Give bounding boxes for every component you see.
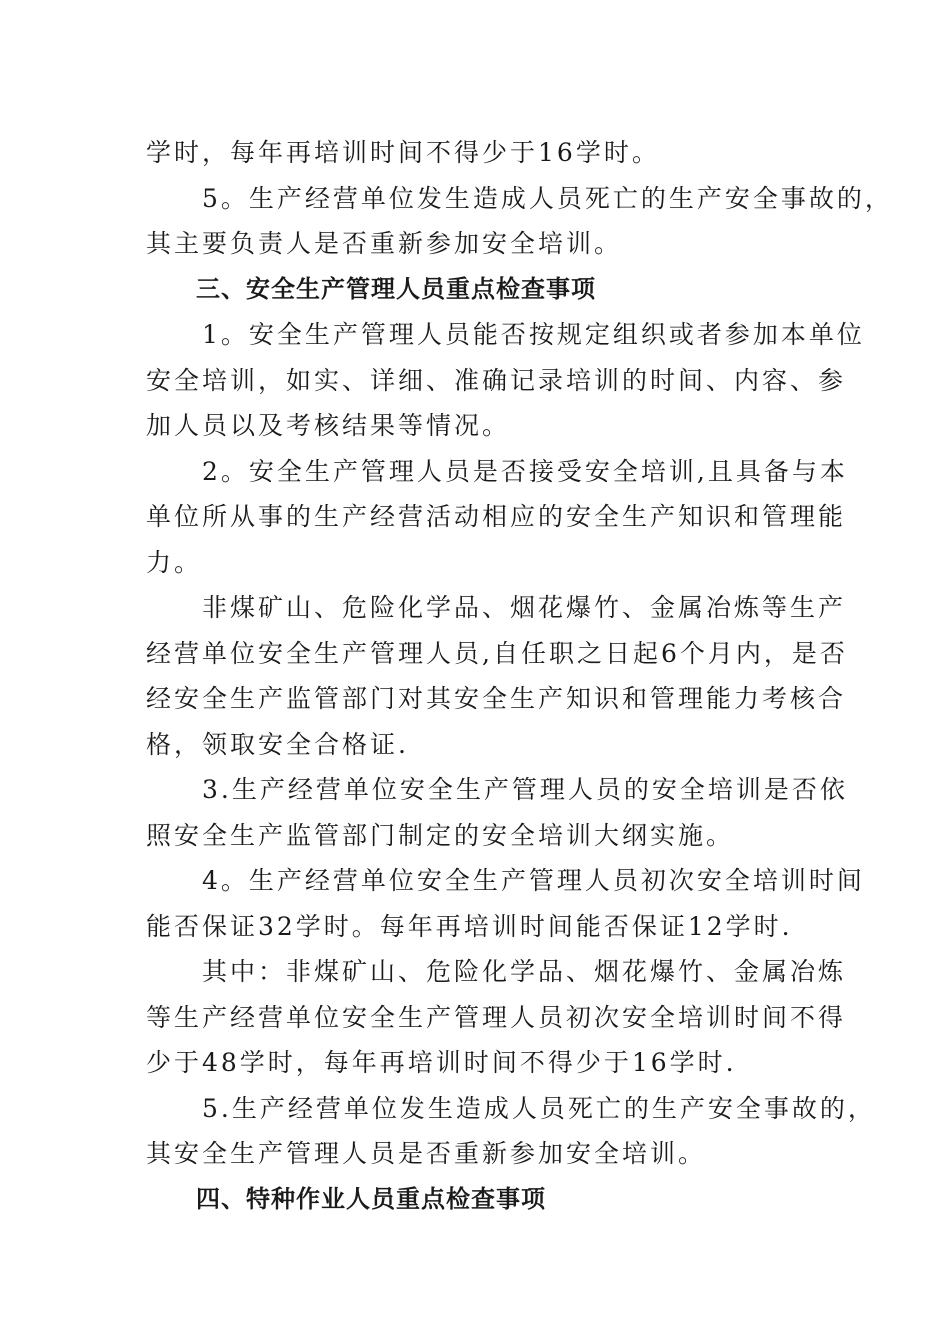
text-line: 少于48学时，每年再培训时间不得少于16学时.	[146, 1048, 737, 1077]
text-line: 力。	[146, 547, 203, 577]
text-line: 格，领取安全合格证.	[146, 729, 409, 759]
text-line: 加人员以及考核结果等情况。	[146, 411, 511, 440]
text-line: 5。生产经营单位发生造成人员死亡的生产安全事故的，	[146, 183, 893, 213]
text-line: 学时，每年再培训时间不得少于16学时。	[146, 138, 660, 167]
text-line: 2。安全生产管理人员是否接受安全培训,且具备与本	[146, 456, 848, 486]
text-line: 经营单位安全生产管理人员,自任职之日起6个月内，是否	[146, 638, 848, 668]
section-heading-3: 三、安全生产管理人员重点检查事项	[146, 274, 596, 303]
text-line: 非煤矿山、危险化学品、烟花爆竹、金属冶炼等生产	[146, 593, 847, 622]
text-line: 4。生产经营单位安全生产管理人员初次安全培训时间	[146, 866, 865, 895]
section-heading-4: 四、特种作业人员重点检查事项	[146, 1184, 546, 1213]
text-line: 等生产经营单位安全生产管理人员初次安全培训时间不得	[146, 1002, 847, 1032]
text-line: 单位所从事的生产经营活动相应的安全生产知识和管理能	[146, 502, 847, 531]
text-line: 能否保证32学时。每年再培训时间能否保证12学时.	[146, 911, 793, 941]
text-line: 其主要负责人是否重新参加安全培训。	[146, 229, 623, 258]
text-line: 安全培训，如实、详细、准确记录培训的时间、内容、参	[146, 365, 847, 395]
text-line: 3.生产经营单位安全生产管理人员的安全培训是否依	[146, 775, 848, 804]
text-line: 1。安全生产管理人员能否按规定组织或者参加本单位	[146, 320, 865, 349]
text-line: 5.生产经营单位发生造成人员死亡的生产安全事故的，	[146, 1093, 876, 1123]
text-line: 经安全生产监管部门对其安全生产知识和管理能力考核合	[146, 684, 847, 713]
document-body	[146, 130, 893, 1222]
text-line: 其中：非煤矿山、危险化学品、烟花爆竹、金属冶炼	[146, 957, 847, 986]
text-line: 照安全生产监管部门制定的安全培训大纲实施。	[146, 820, 735, 850]
text-line: 其安全生产管理人员是否重新参加安全培训。	[146, 1139, 707, 1168]
